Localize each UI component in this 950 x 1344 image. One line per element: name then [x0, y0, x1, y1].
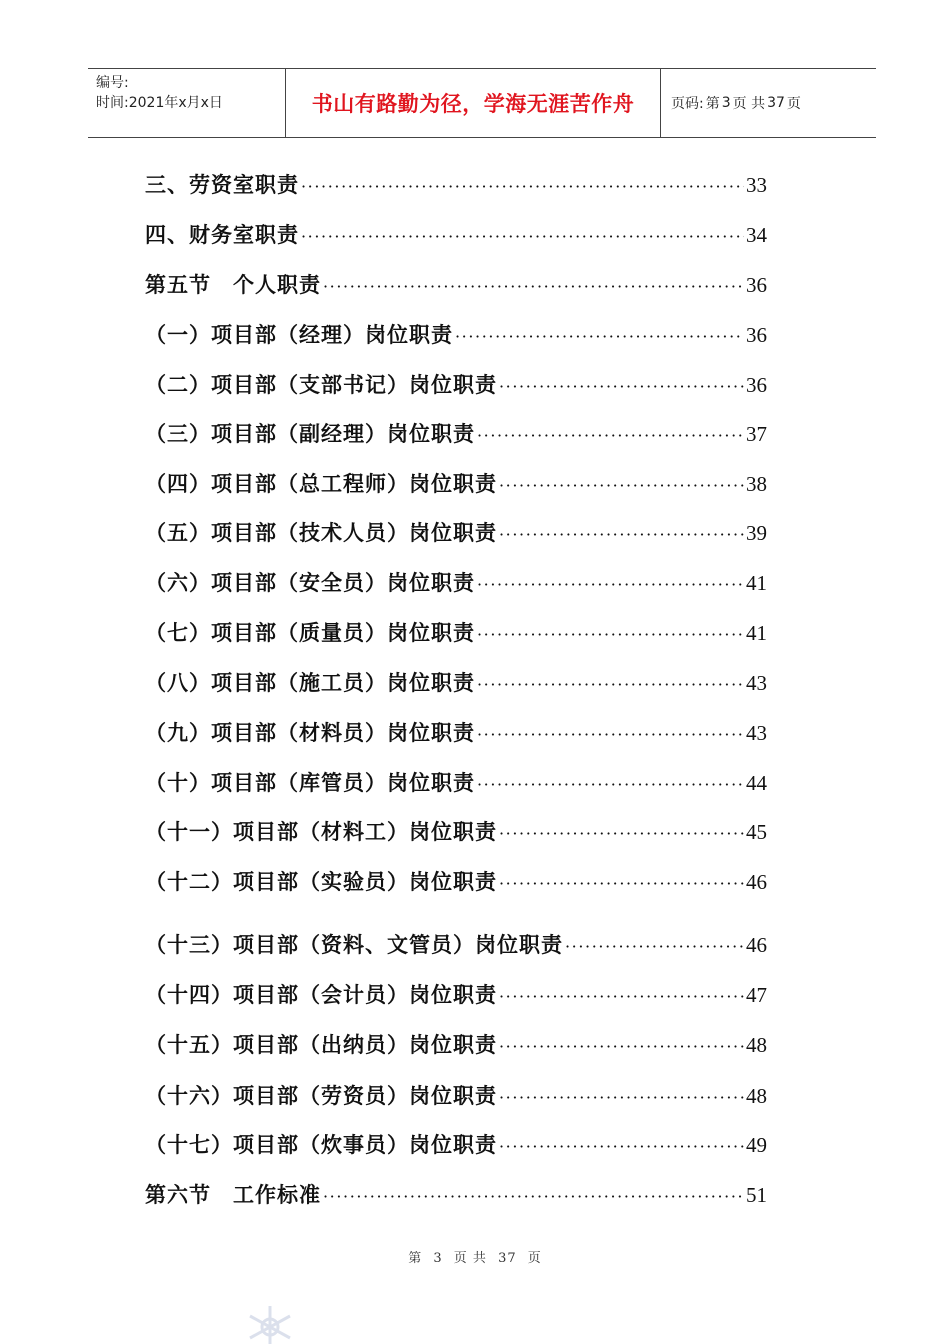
toc-item-page: 41	[746, 571, 767, 595]
toc-item-title: 第六节 工作标准	[145, 1182, 321, 1207]
toc-item-title: 第五节 个人职责	[145, 272, 321, 297]
toc-leader-dots	[499, 471, 744, 499]
toc-leader-dots	[477, 720, 744, 748]
time-value: 2021年x月x日	[128, 95, 223, 111]
toc-leader-dots	[323, 1182, 744, 1210]
toc-item	[145, 170, 767, 200]
toc-item	[145, 370, 767, 400]
page-suffix: 页	[786, 96, 801, 112]
toc-item-page: 38	[746, 472, 767, 496]
toc-item-title: （九）项目部（材料员）岗位职责	[145, 720, 475, 745]
toc-item-title: （八）项目部（施工员）岗位职责	[145, 670, 475, 695]
footer-total: 37	[498, 1251, 517, 1266]
toc-item	[145, 1081, 767, 1111]
toc-leader-dots	[301, 222, 744, 250]
toc-leader-dots	[477, 570, 744, 598]
toc-item	[145, 768, 767, 798]
toc-item-page: 36	[746, 323, 767, 347]
toc-item-title: （三）项目部（副经理）岗位职责	[145, 421, 475, 446]
toc-item-title: （七）项目部（质量员）岗位职责	[145, 620, 475, 645]
toc-item	[145, 270, 767, 300]
toc-item	[145, 220, 767, 250]
toc-item-title: （十六）项目部（劳资员）岗位职责	[145, 1083, 497, 1108]
toc-item	[145, 1030, 767, 1060]
page-mid: 页 共	[732, 96, 766, 112]
toc-item-title: （六）项目部（安全员）岗位职责	[145, 570, 475, 595]
toc-item-title: （五）项目部（技术人员）岗位职责	[145, 520, 497, 545]
toc-item-page: 36	[746, 373, 767, 397]
toc-item	[145, 1130, 767, 1160]
footer-current: 3	[433, 1251, 443, 1266]
snowflake-icon	[242, 1302, 298, 1344]
toc-item-page: 46	[746, 870, 767, 894]
toc-item-title: （十五）项目部（出纳员）岗位职责	[145, 1032, 497, 1057]
toc-leader-dots	[565, 932, 744, 960]
toc-item-page: 39	[746, 521, 767, 545]
page-footer	[0, 1247, 950, 1266]
toc-item-page: 48	[746, 1033, 767, 1057]
toc-leader-dots	[499, 982, 744, 1010]
toc-item-title: （十二）项目部（实验员）岗位职责	[145, 869, 497, 894]
toc-item	[145, 419, 767, 449]
toc-item-page: 51	[746, 1183, 767, 1207]
toc-item-title: （十）项目部（库管员）岗位职责	[145, 770, 475, 795]
toc-leader-dots	[499, 520, 744, 548]
toc-item-title: （十一）项目部（材料工）岗位职责	[145, 819, 497, 844]
toc-item-title: （十四）项目部（会计员）岗位职责	[145, 982, 497, 1007]
toc-item-page: 49	[746, 1133, 767, 1157]
toc-item-title: （二）项目部（支部书记）岗位职责	[145, 372, 497, 397]
toc-leader-dots	[499, 1032, 744, 1060]
toc-item-title: （四）项目部（总工程师）岗位职责	[145, 471, 497, 496]
number-label: 编号:	[96, 75, 129, 91]
toc-item-page: 33	[746, 173, 767, 197]
toc-item-page: 36	[746, 273, 767, 297]
toc-item	[145, 568, 767, 598]
page-current: 3	[721, 95, 731, 111]
toc-item-page: 46	[746, 933, 767, 957]
page-prefix: 第	[705, 96, 720, 112]
toc-leader-dots	[477, 670, 744, 698]
toc-item	[145, 618, 767, 648]
toc-leader-dots	[477, 421, 744, 449]
toc-item	[145, 518, 767, 548]
toc-item-page: 45	[746, 820, 767, 844]
toc-item	[145, 320, 767, 350]
toc-item-page: 43	[746, 671, 767, 695]
toc-leader-dots	[499, 1132, 744, 1160]
header-slogan: 书山有路勤为径，学海无涯苦作舟	[286, 69, 661, 137]
toc-leader-dots	[499, 819, 744, 847]
toc-item-title: 四、财务室职责	[145, 222, 299, 247]
footer-mid: 页 共	[453, 1251, 487, 1266]
footer-prefix: 第	[408, 1251, 423, 1266]
toc-item-page: 34	[746, 223, 767, 247]
toc-item	[145, 980, 767, 1010]
toc-item	[145, 867, 767, 897]
toc-item	[145, 668, 767, 698]
toc-item-page: 43	[746, 721, 767, 745]
toc-leader-dots	[477, 770, 744, 798]
toc-leader-dots	[499, 869, 744, 897]
footer-suffix: 页	[527, 1251, 542, 1266]
toc-leader-dots	[477, 620, 744, 648]
toc-item-page: 47	[746, 983, 767, 1007]
toc-leader-dots	[499, 372, 744, 400]
toc-item	[145, 817, 767, 847]
toc-item-title: （十三）项目部（资料、文管员）岗位职责	[145, 932, 563, 957]
toc-leader-dots	[301, 172, 744, 200]
toc-item	[145, 718, 767, 748]
toc-leader-dots	[499, 1083, 744, 1111]
toc-leader-dots	[455, 322, 744, 350]
toc-item-page: 48	[746, 1084, 767, 1108]
page-total: 37	[767, 95, 785, 111]
toc-item-title: （一）项目部（经理）岗位职责	[145, 322, 453, 347]
toc-item-page: 37	[746, 422, 767, 446]
toc-item-page: 44	[746, 771, 767, 795]
toc-item	[145, 1180, 767, 1210]
page-label: 页码:	[671, 96, 704, 112]
toc-item	[145, 469, 767, 499]
toc-item-title: （十七）项目部（炊事员）岗位职责	[145, 1132, 497, 1157]
toc-leader-dots	[323, 272, 744, 300]
toc-item-page: 41	[746, 621, 767, 645]
toc-item-title: 三、劳资室职责	[145, 172, 299, 197]
time-label: 时间:	[96, 95, 129, 111]
toc-item	[145, 930, 767, 960]
